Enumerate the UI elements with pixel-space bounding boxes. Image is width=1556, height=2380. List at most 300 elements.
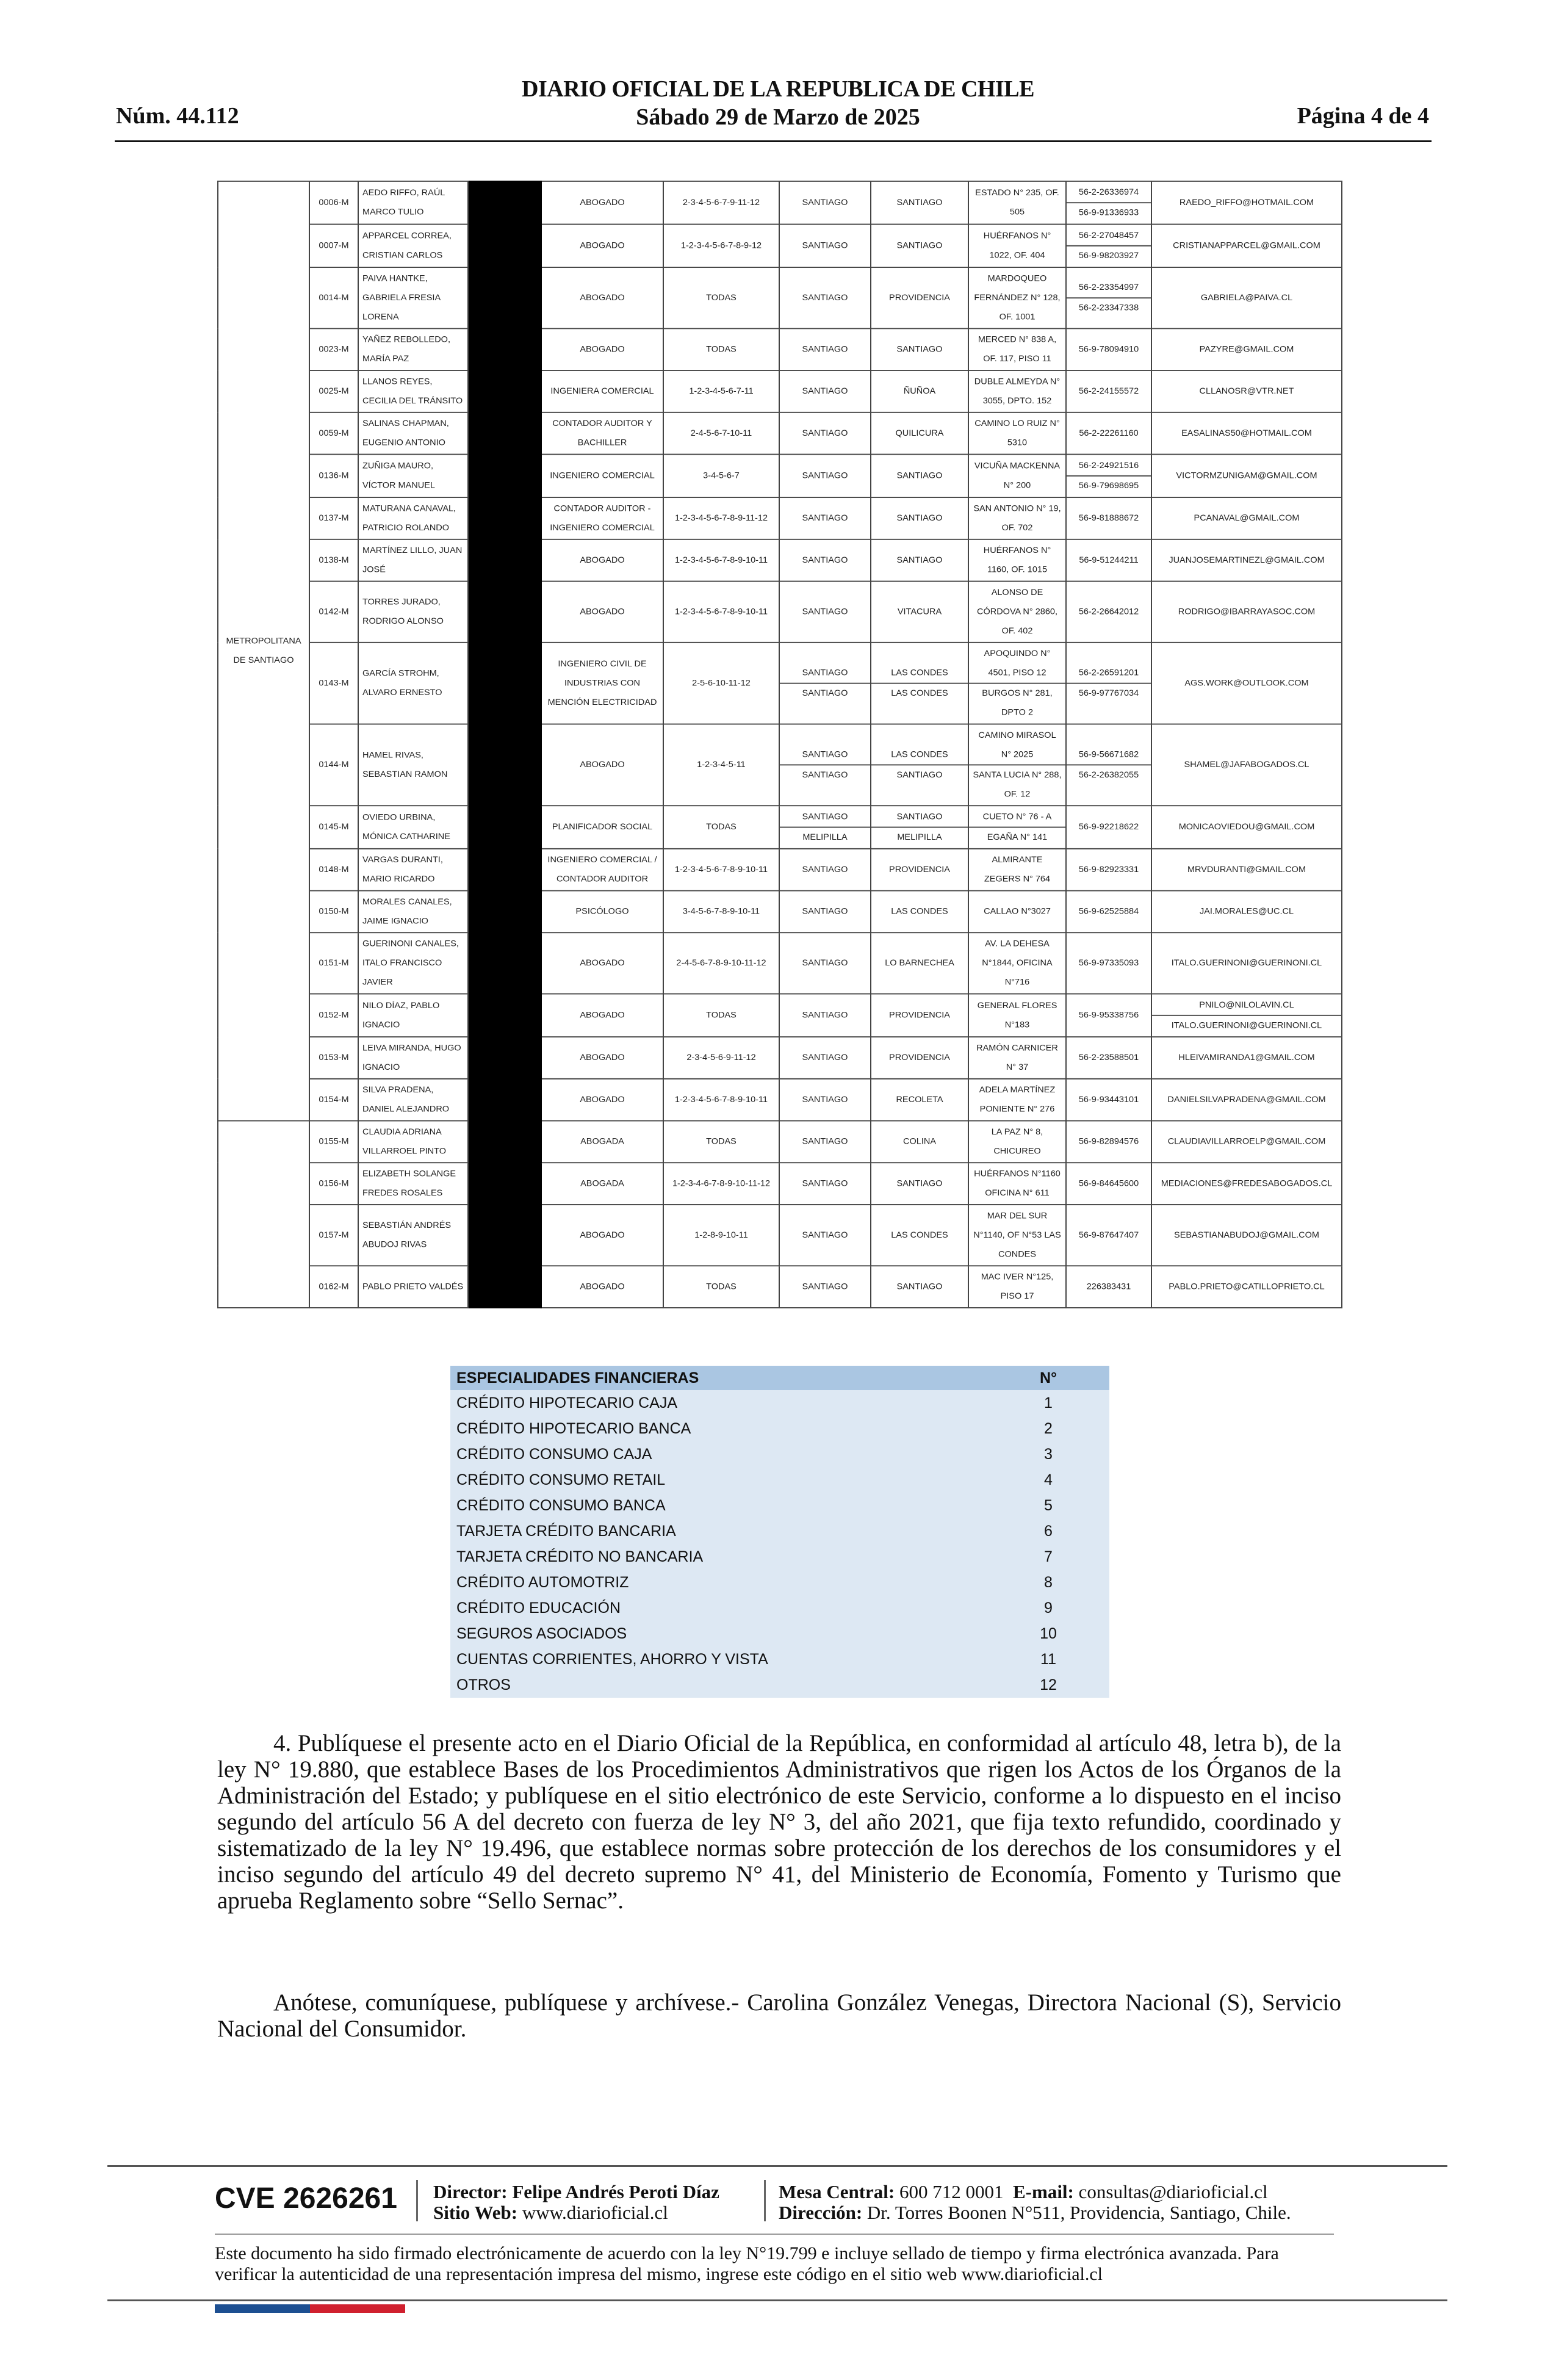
registry-id-cell: 0059-M — [309, 413, 358, 455]
profession-cell: ABOGADO — [541, 328, 663, 370]
mediator-name-cell: APPARCEL CORREA, CRISTIAN CARLOS — [358, 225, 468, 268]
registry-id-cell: 0150-M — [309, 891, 358, 933]
specialties-cell: 1-2-3-4-6-7-8-9-10-11-12 — [663, 1163, 779, 1205]
mediator-name-cell: MATURANA CANAVAL, PATRICIO ROLANDO — [358, 497, 468, 539]
profession-cell: INGENIERO CIVIL DE INDUSTRIAS CON MENCIÓN ELECTRICIDAD — [541, 643, 663, 724]
registry-id-cell: 0162-M — [309, 1266, 358, 1308]
region-text: SANTIAGO — [802, 812, 848, 822]
specialty-name: CRÉDITO CONSUMO RETAIL — [450, 1467, 987, 1493]
commune-cell: LO BARNECHEA — [871, 932, 968, 993]
mediator-name-cell: MORALES CANALES, JAIME IGNACIO — [358, 891, 468, 933]
email-link[interactable]: consultas@diarioficial.cl — [1078, 2181, 1268, 2202]
specialty-row — [450, 1390, 1109, 1416]
specialties-cell: 1-2-3-4-5-6-7-8-9-10-11 — [663, 582, 779, 643]
specialty-number: 1 — [987, 1390, 1109, 1416]
email-cell — [1151, 994, 1342, 1037]
phone-cell — [1066, 497, 1151, 539]
header-rule — [115, 140, 1432, 142]
phone-text: 56-9-78094910 — [1078, 345, 1139, 355]
commune-text: LAS CONDES — [871, 683, 968, 703]
redacted-cell — [468, 413, 541, 455]
phone-cell — [1066, 267, 1151, 328]
redacted-cell — [468, 181, 541, 225]
phone-text: 56-9-81888672 — [1078, 514, 1139, 523]
footer-legal-notice: Este documento ha sido firmado electrónicamente de acuerdo con la ley N°19.799 e incluye sellado de tiempo y firma electrónica avanzada. Para verificar la autenticidad de una representación impresa del mismo, ingrese este código en el sitio web www.diarioficial.cl — [215, 2243, 1279, 2284]
phone-cell: 56-9-92218622 — [1066, 806, 1151, 849]
address-cell: MAC IVER N°125, PISO 17 — [968, 1266, 1066, 1308]
region-cell: SANTIAGO — [779, 1037, 871, 1079]
specialties-header-name: ESPECIALIDADES FINANCIERAS — [450, 1366, 987, 1390]
redacted-cell — [468, 1163, 541, 1205]
profession-cell: CONTADOR AUDITOR - INGENIERO COMERCIAL — [541, 497, 663, 539]
mediator-name-cell: ELIZABETH SOLANGE FREDES ROSALES — [358, 1163, 468, 1205]
redacted-cell — [468, 455, 541, 498]
mediator-name-cell: OVIEDO URBINA, MÓNICA CATHARINE — [358, 806, 468, 849]
mediator-name-cell: YAÑEZ REBOLLEDO, MARÍA PAZ — [358, 328, 468, 370]
commune-cell: SANTIAGO — [871, 225, 968, 268]
profession-cell: ABOGADA — [541, 1121, 663, 1163]
specialty-name: CUENTAS CORRIENTES, AHORRO Y VISTA — [450, 1646, 987, 1672]
address-text: Dr. Torres Boonen N°511, Providencia, Santiago, Chile. — [866, 2202, 1291, 2223]
phone-cell — [1066, 413, 1151, 455]
phone-text: 56-2-26336974 — [1078, 188, 1139, 197]
specialty-number: 2 — [987, 1416, 1109, 1441]
phone-text: 56-9-91336933 — [1067, 202, 1151, 222]
address-cell: MERCED N° 838 A, OF. 117, PISO 11 — [968, 328, 1066, 370]
table-row — [218, 370, 1342, 413]
specialty-number: 8 — [987, 1570, 1109, 1595]
email-cell: PABLO.PRIETO@CATILLOPRIETO.CL — [1151, 1266, 1342, 1308]
phone-cell — [1066, 370, 1151, 413]
email-cell: AGS.WORK@OUTLOOK.COM — [1151, 643, 1342, 724]
commune-cell: QUILICURA — [871, 413, 968, 455]
specialty-row — [450, 1441, 1109, 1467]
mediator-name-cell: CLAUDIA ADRIANA VILLARROEL PINTO — [358, 1121, 468, 1163]
table-row — [218, 891, 1342, 933]
profession-cell: ABOGADO — [541, 994, 663, 1037]
email-text: ITALO.GUERINONI@GUERINONI.CL — [1152, 1015, 1341, 1035]
email-cell: CRISTIANAPPARCEL@GMAIL.COM — [1151, 225, 1342, 268]
specialties-cell: TODAS — [663, 267, 779, 328]
mediator-name-cell: LLANOS REYES, CECILIA DEL TRÁNSITO — [358, 370, 468, 413]
phone-cell — [1066, 724, 1151, 806]
email-cell: SHAMEL@JAFABOGADOS.CL — [1151, 724, 1342, 806]
commune-text: SANTIAGO — [896, 812, 943, 822]
registry-id-cell: 0137-M — [309, 497, 358, 539]
region-cell: SANTIAGO — [779, 181, 871, 225]
table-row — [218, 1037, 1342, 1079]
region-cell: SANTIAGO — [779, 1266, 871, 1308]
mediator-name-cell: PABLO PRIETO VALDÉS — [358, 1266, 468, 1308]
address-cell — [968, 806, 1066, 849]
registry-id-cell: 0144-M — [309, 724, 358, 806]
director-label: Director: — [433, 2181, 508, 2202]
phone-cell — [1066, 582, 1151, 643]
phone-cell: 56-9-93443101 — [1066, 1079, 1151, 1121]
specialties-cell: 1-2-3-4-5-6-7-8-9-10-11 — [663, 539, 779, 582]
address-text: EGAÑA N° 141 — [969, 827, 1065, 847]
specialties-cell: TODAS — [663, 806, 779, 849]
redacted-cell — [468, 497, 541, 539]
specialties-cell: 1-2-3-4-5-6-7-8-9-10-11 — [663, 849, 779, 891]
table-row — [218, 724, 1342, 806]
specialty-number: 6 — [987, 1518, 1109, 1544]
registry-id-cell: 0154-M — [309, 1079, 358, 1121]
commune-cell: SANTIAGO — [871, 1266, 968, 1308]
specialties-cell: 3-4-5-6-7 — [663, 455, 779, 498]
region-text: SANTIAGO — [780, 764, 870, 784]
email-cell: VICTORMZUNIGAM@GMAIL.COM — [1151, 455, 1342, 498]
address-cell: CAMINO LO RUIZ N° 5310 — [968, 413, 1066, 455]
redacted-cell — [468, 225, 541, 268]
specialties-cell: 2-4-5-6-7-8-9-10-11-12 — [663, 932, 779, 993]
director-name: Felipe Andrés Peroti Díaz — [512, 2181, 719, 2202]
email-cell: PAZYRE@GMAIL.COM — [1151, 328, 1342, 370]
specialty-name: TARJETA CRÉDITO BANCARIA — [450, 1518, 987, 1544]
specialty-name: TARJETA CRÉDITO NO BANCARIA — [450, 1544, 987, 1570]
region-cell: SANTIAGO — [779, 413, 871, 455]
profession-cell: ABOGADO — [541, 724, 663, 806]
table-row — [218, 328, 1342, 370]
profession-cell: INGENIERO COMERCIAL — [541, 455, 663, 498]
commune-cell: COLINA — [871, 1121, 968, 1163]
phone-text: 56-2-23354997 — [1078, 283, 1139, 292]
footer-separator — [416, 2180, 418, 2221]
address-cell: ESTADO N° 235, OF. 505 — [968, 181, 1066, 225]
footer-director-block — [433, 2182, 719, 2223]
specialties-cell: TODAS — [663, 994, 779, 1037]
phone-cell: 56-9-82894576 — [1066, 1121, 1151, 1163]
specialties-header-num: N° — [987, 1366, 1109, 1390]
commune-cell: SANTIAGO — [871, 497, 968, 539]
profession-cell: INGENIERO COMERCIAL / CONTADOR AUDITOR — [541, 849, 663, 891]
region-cell — [779, 724, 871, 806]
specialties-cell: TODAS — [663, 1266, 779, 1308]
region-cell: SANTIAGO — [779, 497, 871, 539]
profession-cell: PSICÓLOGO — [541, 891, 663, 933]
footer-rule-mid — [215, 2234, 1334, 2235]
phone-text: 56-2-27048457 — [1078, 231, 1139, 240]
profession-cell: ABOGADO — [541, 1266, 663, 1308]
profession-cell: ABOGADO — [541, 1205, 663, 1266]
email-cell: SEBASTIANABUDOJ@GMAIL.COM — [1151, 1205, 1342, 1266]
commune-cell: SANTIAGO — [871, 1163, 968, 1205]
masthead-title: DIARIO OFICIAL DE LA REPUBLICA DE CHILE — [522, 76, 1034, 102]
commune-cell: PROVIDENCIA — [871, 849, 968, 891]
table-row — [218, 582, 1342, 643]
email-cell: MRVDURANTI@GMAIL.COM — [1151, 849, 1342, 891]
body-paragraph-publish — [217, 1730, 1341, 1914]
region-text: MELIPILLA — [780, 827, 870, 847]
mediator-name-cell: ZUÑIGA MAURO, VÍCTOR MANUEL — [358, 455, 468, 498]
phone-cell — [1066, 225, 1151, 268]
profession-cell: ABOGADO — [541, 932, 663, 993]
profession-cell: ABOGADO — [541, 1037, 663, 1079]
footer-color-bar-red — [310, 2304, 405, 2313]
body-paragraph-closing — [217, 1989, 1341, 2042]
specialties-cell: 1-2-8-9-10-11 — [663, 1205, 779, 1266]
phone-text: 56-2-23347338 — [1067, 297, 1151, 317]
table-row — [218, 225, 1342, 268]
redacted-cell — [468, 643, 541, 724]
commune-cell: RECOLETA — [871, 1079, 968, 1121]
mediator-name-cell: GUERINONI CANALES, ITALO FRANCISCO JAVIER — [358, 932, 468, 993]
region-cell: METROPOLITANA DE SANTIAGO — [218, 181, 309, 1121]
address-cell: ALONSO DE CÓRDOVA N° 2860, OF. 402 — [968, 582, 1066, 643]
address-cell: ADELA MARTÍNEZ PONIENTE N° 276 — [968, 1079, 1066, 1121]
commune-cell: SANTIAGO — [871, 539, 968, 582]
redacted-cell — [468, 328, 541, 370]
registry-id-cell: 0155-M — [309, 1121, 358, 1163]
address-cell: CALLAO N°3027 — [968, 891, 1066, 933]
redacted-cell — [468, 932, 541, 993]
redacted-cell — [468, 1266, 541, 1308]
specialties-table — [450, 1366, 1109, 1698]
specialties-cell: 2-5-6-10-11-12 — [663, 643, 779, 724]
registry-id-cell: 0136-M — [309, 455, 358, 498]
table-row — [218, 849, 1342, 891]
mediator-name-cell: MARTÍNEZ LILLO, JUAN JOSÉ — [358, 539, 468, 582]
phone-text: 56-9-56671682 — [1078, 750, 1139, 760]
registry-id-cell: 0143-M — [309, 643, 358, 724]
phone-cell: 56-2-23588501 — [1066, 1037, 1151, 1079]
table-row — [218, 181, 1342, 225]
address-cell — [968, 643, 1066, 724]
specialty-name: CRÉDITO CONSUMO CAJA — [450, 1441, 987, 1467]
specialties-cell: 1-2-3-4-5-6-7-11 — [663, 370, 779, 413]
phone-cell — [1066, 932, 1151, 993]
mediator-name-cell: NILO DÍAZ, PABLO IGNACIO — [358, 994, 468, 1037]
web-link[interactable]: www.diarioficial.cl — [522, 2202, 668, 2223]
specialties-cell: 2-3-4-5-6-9-11-12 — [663, 1037, 779, 1079]
commune-cell: SANTIAGO — [871, 181, 968, 225]
phone-text: 56-9-98203927 — [1067, 245, 1151, 265]
specialties-cell: 1-2-3-4-5-6-7-8-9-10-11 — [663, 1079, 779, 1121]
profession-cell: ABOGADO — [541, 181, 663, 225]
table-row — [218, 1079, 1342, 1121]
table-row — [218, 994, 1342, 1037]
specialty-row — [450, 1672, 1109, 1698]
address-cell: AV. LA DEHESA N°1844, OFICINA N°716 — [968, 932, 1066, 993]
region-cell: SANTIAGO — [779, 1205, 871, 1266]
specialty-number: 10 — [987, 1621, 1109, 1646]
specialty-number: 3 — [987, 1441, 1109, 1467]
profession-cell: ABOGADO — [541, 225, 663, 268]
commune-cell: LAS CONDES — [871, 1205, 968, 1266]
redacted-cell — [468, 724, 541, 806]
redacted-cell — [468, 849, 541, 891]
specialty-name: CRÉDITO HIPOTECARIO BANCA — [450, 1416, 987, 1441]
footer-rule-bottom — [107, 2299, 1447, 2301]
specialties-cell: 1-2-3-4-5-6-7-8-9-11-12 — [663, 497, 779, 539]
commune-cell: PROVIDENCIA — [871, 1037, 968, 1079]
email-cell: GABRIELA@PAIVA.CL — [1151, 267, 1342, 328]
commune-cell: ÑUÑOA — [871, 370, 968, 413]
commune-cell: PROVIDENCIA — [871, 994, 968, 1037]
redacted-cell — [468, 1205, 541, 1266]
mediator-name-cell: VARGAS DURANTI, MARIO RICARDO — [358, 849, 468, 891]
specialty-number: 5 — [987, 1493, 1109, 1518]
phone-cell — [1066, 328, 1151, 370]
page-indicator: Página 4 de 4 — [1297, 103, 1429, 129]
address-cell — [968, 724, 1066, 806]
specialties-cell: 1-2-3-4-5-11 — [663, 724, 779, 806]
redacted-cell — [468, 370, 541, 413]
email-cell: PCANAVAL@GMAIL.COM — [1151, 497, 1342, 539]
phone-text: 56-2-26642012 — [1078, 607, 1139, 617]
table-row — [218, 932, 1342, 993]
specialties-cell: 1-2-3-4-5-6-7-8-9-12 — [663, 225, 779, 268]
table-row — [218, 267, 1342, 328]
specialty-number: 12 — [987, 1672, 1109, 1698]
specialties-cell: TODAS — [663, 1121, 779, 1163]
phone-text: 56-2-26382055 — [1067, 764, 1151, 784]
region-text: SANTIAGO — [802, 668, 848, 678]
phone-cell — [1066, 643, 1151, 724]
region-cell: SANTIAGO — [779, 1163, 871, 1205]
web-label: Sitio Web: — [433, 2202, 518, 2223]
address-label: Dirección: — [779, 2202, 863, 2223]
commune-cell: SANTIAGO — [871, 455, 968, 498]
registry-id-cell: 0156-M — [309, 1163, 358, 1205]
commune-text: MELIPILLA — [871, 827, 968, 847]
table-row — [218, 1205, 1342, 1266]
masthead-date: Sábado 29 de Marzo de 2025 — [636, 104, 920, 130]
address-cell: DUBLE ALMEYDA N° 3055, DPTO. 152 — [968, 370, 1066, 413]
address-text: CUETO N° 76 - A — [982, 812, 1052, 822]
region-cell: SANTIAGO — [779, 891, 871, 933]
specialty-row — [450, 1467, 1109, 1493]
table-row — [218, 1266, 1342, 1308]
mediator-name-cell: HAMEL RIVAS, SEBASTIAN RAMON — [358, 724, 468, 806]
profession-cell: ABOGADO — [541, 539, 663, 582]
redacted-cell — [468, 891, 541, 933]
address-text: BURGOS N° 281, DPTO 2 — [969, 683, 1065, 723]
registry-id-cell: 0007-M — [309, 225, 358, 268]
region-cell: SANTIAGO — [779, 225, 871, 268]
mediator-name-cell: PAIVA HANTKE, GABRIELA FRESIA LORENA — [358, 267, 468, 328]
address-cell: HUÉRFANOS N°1160 OFICINA N° 611 — [968, 1163, 1066, 1205]
redacted-cell — [468, 1079, 541, 1121]
phone-cell: 226383431 — [1066, 1266, 1151, 1308]
issue-number: Núm. 44.112 — [116, 103, 239, 129]
specialty-name: OTROS — [450, 1672, 987, 1698]
registry-id-cell: 0014-M — [309, 267, 358, 328]
mediator-name-cell: GARCÍA STROHM, ALVARO ERNESTO — [358, 643, 468, 724]
phone-cell: 56-9-84645600 — [1066, 1163, 1151, 1205]
region-cell-empty — [218, 1121, 309, 1308]
commune-cell — [871, 724, 968, 806]
footer-rule-top — [107, 2165, 1447, 2167]
profession-cell: ABOGADO — [541, 582, 663, 643]
phone-cell — [1066, 455, 1151, 498]
profession-cell: ABOGADO — [541, 267, 663, 328]
address-cell: LA PAZ N° 8, CHICUREO — [968, 1121, 1066, 1163]
table-row — [218, 643, 1342, 724]
footer-separator — [764, 2180, 766, 2221]
paragraph-text: 4. Publíquese el presente acto en el Diario Oficial de la República, en conformidad al artículo 48, letra b), de la ley N° 19.880, que establece Bases de los Procedimientos Administrativos que rigen los Actos de los Órganos de la Administración del Estado; y publíquese en el sitio electrónico de este Servicio, conforme a lo dispuesto en el inciso segundo del artículo 56 A del decreto con fuerza de ley N° 3, del año 2021, que fija texto refundido, coordinado y sistematizado de la ley N° 19.496, que establece normas sobre protección de los derechos de los consumidores y el inciso segundo del artículo 49 del decreto supremo N° 41, del Ministerio de Economía, Fomento y Turismo que aprueba Reglamento sobre “Sello Sernac”. — [217, 1730, 1341, 1914]
footer-contact-block — [779, 2182, 1291, 2223]
specialty-row — [450, 1621, 1109, 1646]
region-cell: SANTIAGO — [779, 1079, 871, 1121]
address-cell: SAN ANTONIO N° 19, OF. 702 — [968, 497, 1066, 539]
registry-id-cell: 0138-M — [309, 539, 358, 582]
registry-id-cell: 0142-M — [309, 582, 358, 643]
specialties-cell: TODAS — [663, 328, 779, 370]
registry-id-cell: 0025-M — [309, 370, 358, 413]
region-cell: SANTIAGO — [779, 370, 871, 413]
phone-cell — [1066, 891, 1151, 933]
specialties-header-row — [450, 1366, 1109, 1390]
address-text: APOQUINDO N° 4501, PISO 12 — [984, 649, 1051, 678]
cve-code: CVE 2626261 — [215, 2182, 397, 2215]
phone-text: 56-2-24155572 — [1078, 387, 1139, 396]
commune-cell: LAS CONDES — [871, 891, 968, 933]
email-cell: CLAUDIAVILLARROELP@GMAIL.COM — [1151, 1121, 1342, 1163]
commune-text: LAS CONDES — [891, 668, 948, 678]
registry-id-cell: 0145-M — [309, 806, 358, 849]
phone-cell: 56-9-95338756 — [1066, 994, 1151, 1037]
phone-cell — [1066, 539, 1151, 582]
specialty-row — [450, 1595, 1109, 1621]
email-cell: EASALINAS50@HOTMAIL.COM — [1151, 413, 1342, 455]
registry-id-cell: 0152-M — [309, 994, 358, 1037]
profession-cell: CONTADOR AUDITOR Y BACHILLER — [541, 413, 663, 455]
table-row — [218, 413, 1342, 455]
region-cell — [779, 806, 871, 849]
mediator-name-cell: SILVA PRADENA, DANIEL ALEJANDRO — [358, 1079, 468, 1121]
table-row — [218, 806, 1342, 849]
address-cell: HUÉRFANOS N° 1022, OF. 404 — [968, 225, 1066, 268]
region-cell: SANTIAGO — [779, 328, 871, 370]
specialty-name: CRÉDITO EDUCACIÓN — [450, 1595, 987, 1621]
email-cell: RAEDO_RIFFO@HOTMAIL.COM — [1151, 181, 1342, 225]
region-cell: SANTIAGO — [779, 1121, 871, 1163]
region-text: SANTIAGO — [802, 750, 848, 760]
redacted-cell — [468, 994, 541, 1037]
specialty-row — [450, 1544, 1109, 1570]
specialty-row — [450, 1493, 1109, 1518]
region-cell: SANTIAGO — [779, 267, 871, 328]
specialty-number: 7 — [987, 1544, 1109, 1570]
email-label: E-mail: — [1013, 2181, 1074, 2202]
paragraph-text: Anótese, comuníquese, publíquese y archívese.- Carolina González Venegas, Directora Nacional (S), Servicio Nacional del Consumidor. — [217, 1989, 1341, 2042]
specialties-cell: 2-4-5-6-7-10-11 — [663, 413, 779, 455]
registry-id-cell: 0148-M — [309, 849, 358, 891]
commune-text: SANTIAGO — [871, 764, 968, 784]
registry-id-cell: 0006-M — [309, 181, 358, 225]
registry-id-cell: 0157-M — [309, 1205, 358, 1266]
specialty-name: CRÉDITO CONSUMO BANCA — [450, 1493, 987, 1518]
phone-text: 56-9-51244211 — [1079, 555, 1139, 565]
phone-text: 56-9-82923331 — [1078, 865, 1139, 874]
footer-color-bar-blue — [215, 2304, 310, 2313]
email-cell: MONICAOVIEDOU@GMAIL.COM — [1151, 806, 1342, 849]
address-cell: RAMÓN CARNICER N° 37 — [968, 1037, 1066, 1079]
specialty-name: CRÉDITO HIPOTECARIO CAJA — [450, 1390, 987, 1416]
email-cell: CLLANOSR@VTR.NET — [1151, 370, 1342, 413]
address-text: SANTA LUCIA N° 288, OF. 12 — [969, 764, 1065, 804]
mediator-name-cell: SALINAS CHAPMAN, EUGENIO ANTONIO — [358, 413, 468, 455]
email-cell: RODRIGO@IBARRAYASOC.COM — [1151, 582, 1342, 643]
specialty-row — [450, 1570, 1109, 1595]
address-cell: VICUÑA MACKENNA N° 200 — [968, 455, 1066, 498]
redacted-cell — [468, 267, 541, 328]
region-cell: SANTIAGO — [779, 539, 871, 582]
region-cell — [779, 643, 871, 724]
commune-cell — [871, 643, 968, 724]
mediators-registry-table — [217, 181, 1342, 1308]
